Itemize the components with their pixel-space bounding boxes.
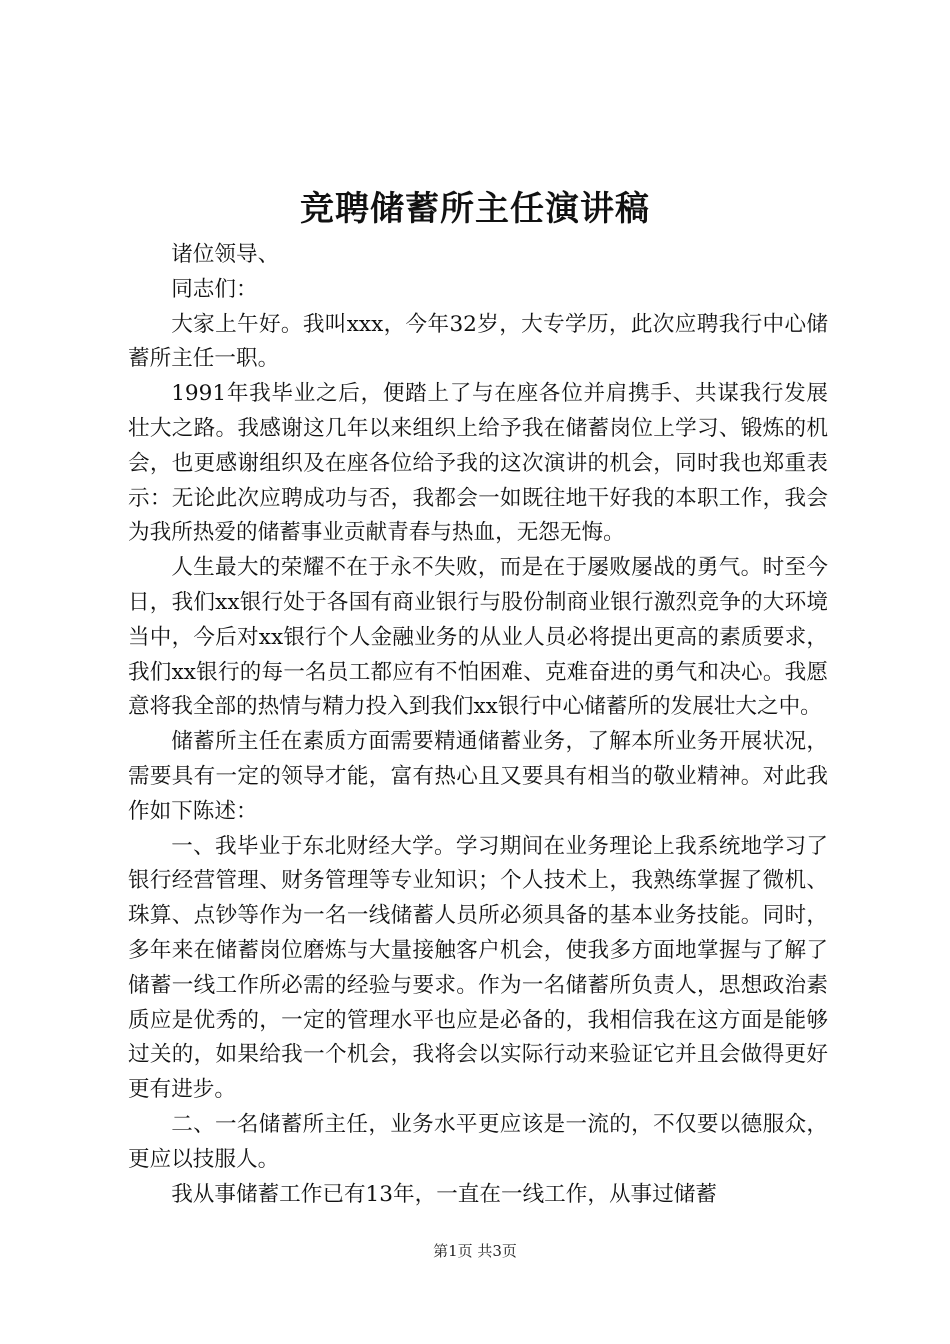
salutation-leaders: 诸位领导、 xyxy=(171,242,280,267)
document-body xyxy=(128,238,828,1212)
paragraph-point-two: 二、一名储蓄所主任，业务水平更应该是一流的，不仅要以德服众，更应以技服人。 xyxy=(128,1111,828,1172)
document-title: 竞聘储蓄所主任演讲稿 xyxy=(300,189,650,229)
salutation-comrades: 同志们： xyxy=(171,276,258,302)
paragraph-requirements: 储蓄所主任在素质方面需要精通储蓄业务，了解本所业务开展状况，需要具有一定的领导才能，富有热心且又要具有相当的敬业精神。对此我作如下陈述： xyxy=(128,729,828,824)
page-number-footer: 第1页 共3页 xyxy=(433,1242,517,1260)
paragraph-intro: 大家上午好。我叫xxx，今年32岁，大专学历，此次应聘我行中心储蓄所主任一职。 xyxy=(128,311,828,372)
paragraph-courage: 人生最大的荣耀不在于永不失败，而是在于屡败屡战的勇气。时至今日，我们xx银行处于各国有商业银行与股份制商业银行激烈竞争的大环境当中，今后对xx银行个人金融业务的从业人员必将提出更高的素质要求，我们xx银行的每一名员工都应有不怕困难、克难奋进的勇气和决心。我愿意将我全部的热情与精力投入到我们xx银行中心储蓄所的发展壮大之中。 xyxy=(128,555,828,720)
paragraph-point-one: 一、我毕业于东北财经大学。学习期间在业务理论上我系统地学习了银行经营管理、财务管理等专业知识；个人技术上，我熟练掌握了微机、珠算、点钞等作为一名一线储蓄人员所必须具备的基本业务技能。同时，多年来在储蓄岗位磨炼与大量接触客户机会，使我多方面地掌握与了解了储蓄一线工作所必需的经验与要求。作为一名储蓄所负责人，思想政治素质应是优秀的，一定的管理水平也应是必备的，我相信我在这方面是能够过关的，如果给我一个机会，我将会以实际行动来验证它并且会做得更好更有进步。 xyxy=(128,833,828,1103)
paragraph-experience: 我从事储蓄工作已有13年，一直在一线工作，从事过储蓄 xyxy=(171,1181,717,1207)
paragraph-career: 1991年我毕业之后，便踏上了与在座各位并肩携手、共谋我行发展壮大之路。我感谢这几年以来组织上给予我在储蓄岗位上学习、锻炼的机会，也更感谢组织及在座各位给予我的这次演讲的机会，同时我也郑重表示：无论此次应聘成功与否，我都会一如既往地干好我的本职工作，我会为我所热爱的储蓄事业贡献青春与热血，无怨无悔。 xyxy=(128,381,828,546)
